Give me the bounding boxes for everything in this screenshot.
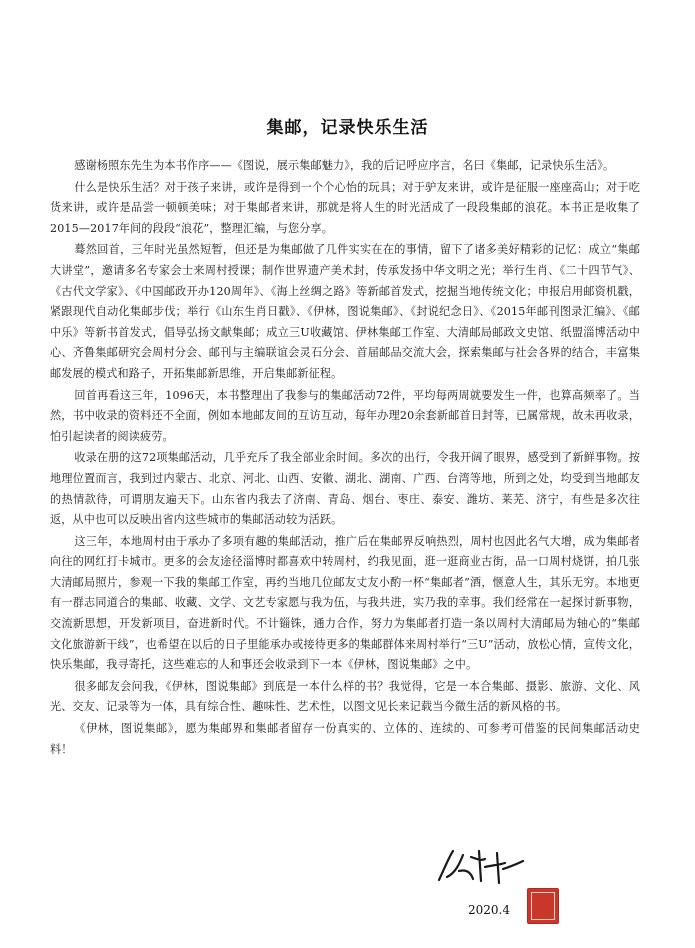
document-body [50,156,640,761]
paragraph-1: 感谢杨照东先生为本书作序——《图说，展示集邮魅力》，我的后记呼应序言，名曰《集邮，记录快乐生活》。 [74,159,615,172]
handwritten-signature [435,847,527,887]
paragraph-4: 回首再看这三年，1096天，本书整理出了我参与的集邮活动72件，平均每两周就要发生一件，也算高频率了。当然，书中收录的资料还不全面，例如本地邮友间的互访互动，每年办理20余套新邮首日封等，已属常规，故未再收录，怕引起读者的阅读疲劳。 [50,388,640,443]
red-seal-stamp [527,888,559,924]
seal-border [531,892,555,920]
document-date: 2020.4 [468,903,510,917]
paragraph-2: 什么是快乐生活？对于孩子来讲，或许是得到一个个心怡的玩具；对于驴友来讲，或许是征服一座座高山；对于吃货来讲，或许是品尝一顿顿美味；对于集邮者来讲，那就是将人生的时光活成了一段段集邮的浪花。本书正是收集了2015—2017年间的段段“浪花”，整理汇编，与您分享。 [50,180,640,235]
paragraph-3: 蓦然回首，三年时光虽然短暂，但还是为集邮做了几件实实在在的事情，留下了诸多美好精彩的记忆：成立“集邮大讲堂”，邀请多名专家会士来周村授课；制作世界遗产美术封，传承发扬中华文明之光；举行生肖、《二十四节气》、《古代文学家》、《中国邮政开办120周年》、《海上丝绸之路》等新邮首发式，挖掘当地传统文化；申报启用邮资机戳，紧跟现代自动化集邮步伐；举行《山东生肖日戳》、《伊林，图说集邮》、《封说纪念日》、《2015年邮刊图录汇编》、《邮中乐》等新书首发式，倡导弘扬文献集邮；成立三U收藏馆、伊林集邮工作室、大清邮局邮政文史馆、纸盟淄博活动中心、齐鲁集邮研究会周村分会、邮刊与主编联谊会灵石分会、首届邮品交流大会，探索集邮与社会各界的结合，丰富集邮发展的模式和路子，开拓集邮新思维，开启集邮新征程。 [50,243,640,380]
paragraph-8: 《伊林，图说集邮》，愿为集邮界和集邮者留存一份真实的、立体的、连续的、可参考可借鉴的民间集邮活动史料！ [50,722,640,756]
document-title: 集邮，记录快乐生活 [266,118,429,138]
paragraph-7: 很多邮友会问我，《伊林，图说集邮》到底是一本什么样的书？我觉得，它是一本合集邮、摄影、旅游、文化、风光、交友、记录等为一体，具有综合性、趣味性、艺术性，以图文见长来记载当今微生活的新风格的书。 [50,679,640,714]
paragraph-6: 这三年，本地周村由于承办了多项有趣的集邮活动，推广后在集邮界反响热烈，周村也因此名气大增，成为集邮者向往的网红打卡城市。更多的会友途径淄博时都喜欢中转周村，约我见面，逛一逛商业古街，品一口周村烧饼，拍几张大清邮局照片，参观一下我的集邮工作室，再约当地几位邮友丈友小酌一杯“集邮者”酒，惬意人生，其乐无穷。本地更有一群志同道合的集邮、收藏、文学、文艺专家愿与我为伍，与我共进，实乃我的幸事。我们经常在一起探讨新事物，交流新思想，开发新项目，奋进新时代。不计锱铢，通力合作，努力为集邮者打造一条以周村大清邮局为轴心的“集邮文化旅游新干线”，也希望在以后的日子里能承办或接待更多的集邮群体来周村举行“三U”活动，放松心情，宣传文化，快乐集邮，我寻寄托，这些难忘的人和事还会收录到下一本《伊林，图说集邮》之中。 [50,534,640,672]
paragraph-5: 收录在册的这72项集邮活动，几乎充斥了我全部业余时间。多次的出行，令我开阔了眼界，感受到了新鲜事物。按地理位置而言，我到过内蒙古、北京、河北、山西、安徽、湖北、湖南、广西、台湾等地，所到之处，均受到当地邮友的热情款待，可谓朋友遍天下。山东省内我去了济南、青岛、烟台、枣庄、泰安、潍坊、莱芜、济宁，有些是多次往返，从中也可以反映出省内这些城市的集邮活动较为活跃。 [50,451,640,527]
